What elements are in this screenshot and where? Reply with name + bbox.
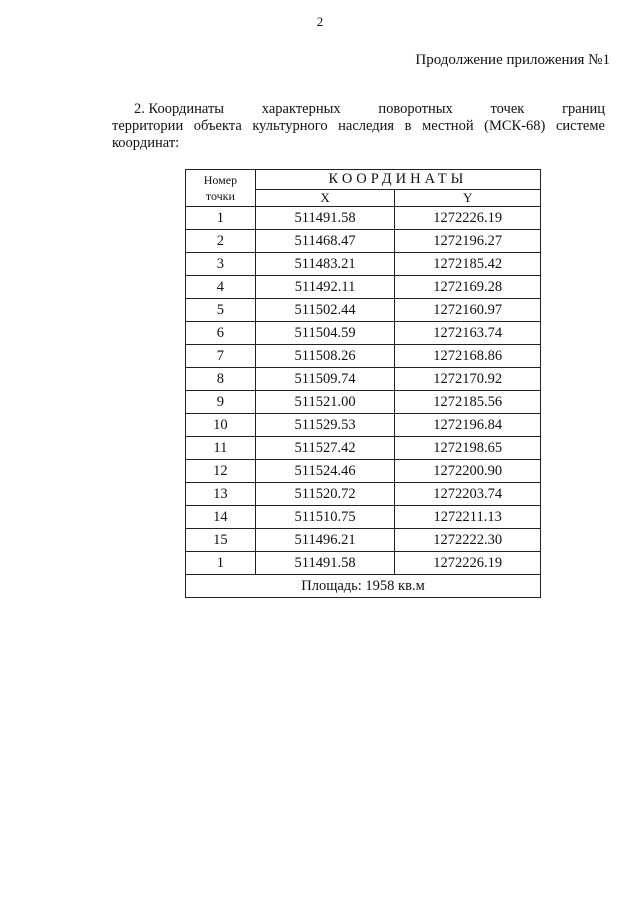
paragraph-word: координат: — [112, 135, 180, 151]
y-coordinate-cell: 1272226.19 — [395, 207, 541, 230]
y-coordinate-cell: 1272196.84 — [395, 414, 541, 437]
x-coordinate-cell: 511491.58 — [255, 552, 395, 575]
point-number-cell: 1 — [186, 207, 256, 230]
point-number-cell: 15 — [186, 529, 256, 552]
y-coordinate-cell: 1272196.27 — [395, 230, 541, 253]
y-coordinate-cell: 1272169.28 — [395, 276, 541, 299]
x-coordinate-cell: 511496.21 — [255, 529, 395, 552]
paragraph-line-1 — [112, 101, 605, 118]
area-total: Площадь: 1958 кв.м — [186, 575, 541, 598]
point-number-cell: 3 — [186, 253, 256, 276]
point-number-cell: 13 — [186, 483, 256, 506]
x-coordinate-cell: 511521.00 — [255, 391, 395, 414]
paragraph-word: культурного — [252, 118, 328, 134]
paragraph-line-3 — [112, 135, 605, 152]
paragraph-word: поворотных — [378, 101, 453, 117]
table-row — [186, 483, 541, 506]
point-number-header-line1: Номер — [203, 173, 238, 187]
table-row — [186, 414, 541, 437]
coordinates-table-body — [186, 207, 541, 575]
x-coordinate-cell: 511508.26 — [255, 345, 395, 368]
appendix-continuation-heading: Продолжение приложения №1 — [415, 52, 610, 68]
table-row — [186, 529, 541, 552]
table-row — [186, 276, 541, 299]
y-coordinate-cell: 1272211.13 — [395, 506, 541, 529]
point-number-cell: 7 — [186, 345, 256, 368]
table-row — [186, 253, 541, 276]
y-coordinate-cell: 1272185.56 — [395, 391, 541, 414]
y-coordinate-cell: 1272170.92 — [395, 368, 541, 391]
point-number-cell: 1 — [186, 552, 256, 575]
x-column-header: X — [255, 189, 395, 206]
table-row — [186, 460, 541, 483]
paragraph-word: (МСК-68) — [484, 118, 546, 134]
y-coordinate-cell: 1272203.74 — [395, 483, 541, 506]
x-coordinate-cell: 511509.74 — [255, 368, 395, 391]
table-row — [186, 322, 541, 345]
y-coordinate-cell: 1272163.74 — [395, 322, 541, 345]
coordinates-header: КООРДИНАТЫ — [255, 170, 540, 190]
coordinates-paragraph — [112, 101, 605, 152]
y-coordinate-cell: 1272200.90 — [395, 460, 541, 483]
y-coordinate-cell: 1272222.30 — [395, 529, 541, 552]
table-row — [186, 345, 541, 368]
x-coordinate-cell: 511502.44 — [255, 299, 395, 322]
x-coordinate-cell: 511468.47 — [255, 230, 395, 253]
table-row — [186, 391, 541, 414]
x-coordinate-cell: 511483.21 — [255, 253, 395, 276]
paragraph-word: в — [404, 118, 412, 134]
table-row — [186, 230, 541, 253]
point-number-cell: 14 — [186, 506, 256, 529]
y-coordinate-cell: 1272168.86 — [395, 345, 541, 368]
y-coordinate-cell: 1272185.42 — [395, 253, 541, 276]
x-coordinate-cell: 511520.72 — [255, 483, 395, 506]
paragraph-word: наследия — [338, 118, 395, 134]
x-coordinate-cell: 511529.53 — [255, 414, 395, 437]
paragraph-word: характерных — [261, 101, 341, 117]
paragraph-word: объекта — [193, 118, 242, 134]
point-number-header-line2: точки — [205, 189, 235, 203]
x-coordinate-cell: 511510.75 — [255, 506, 395, 529]
point-number-cell: 11 — [186, 437, 256, 460]
y-coordinate-cell: 1272226.19 — [395, 552, 541, 575]
point-number-cell: 10 — [186, 414, 256, 437]
table-row — [186, 437, 541, 460]
point-number-cell: 2 — [186, 230, 256, 253]
coordinates-table — [185, 169, 541, 598]
table-row — [186, 368, 541, 391]
table-row — [186, 506, 541, 529]
x-coordinate-cell: 511492.11 — [255, 276, 395, 299]
paragraph-line-2 — [112, 118, 605, 135]
paragraph-word: точек — [490, 101, 525, 117]
x-coordinate-cell: 511491.58 — [255, 207, 395, 230]
paragraph-word: местной — [422, 118, 474, 134]
x-coordinate-cell: 511524.46 — [255, 460, 395, 483]
table-row — [186, 207, 541, 230]
point-number-header — [186, 170, 256, 207]
paragraph-word: границ — [562, 101, 605, 117]
point-number-cell: 5 — [186, 299, 256, 322]
paragraph-word: 2. Координаты — [134, 101, 225, 117]
paragraph-word: системе — [555, 118, 605, 134]
x-coordinate-cell: 511527.42 — [255, 437, 395, 460]
point-number-cell: 4 — [186, 276, 256, 299]
point-number-cell: 12 — [186, 460, 256, 483]
y-coordinate-cell: 1272160.97 — [395, 299, 541, 322]
page-number: 2 — [316, 14, 324, 29]
point-number-cell: 9 — [186, 391, 256, 414]
y-coordinate-cell: 1272198.65 — [395, 437, 541, 460]
table-row — [186, 552, 541, 575]
x-coordinate-cell: 511504.59 — [255, 322, 395, 345]
point-number-cell: 6 — [186, 322, 256, 345]
point-number-cell: 8 — [186, 368, 256, 391]
y-column-header: Y — [395, 189, 541, 206]
paragraph-word: территории — [112, 118, 184, 134]
table-row — [186, 299, 541, 322]
